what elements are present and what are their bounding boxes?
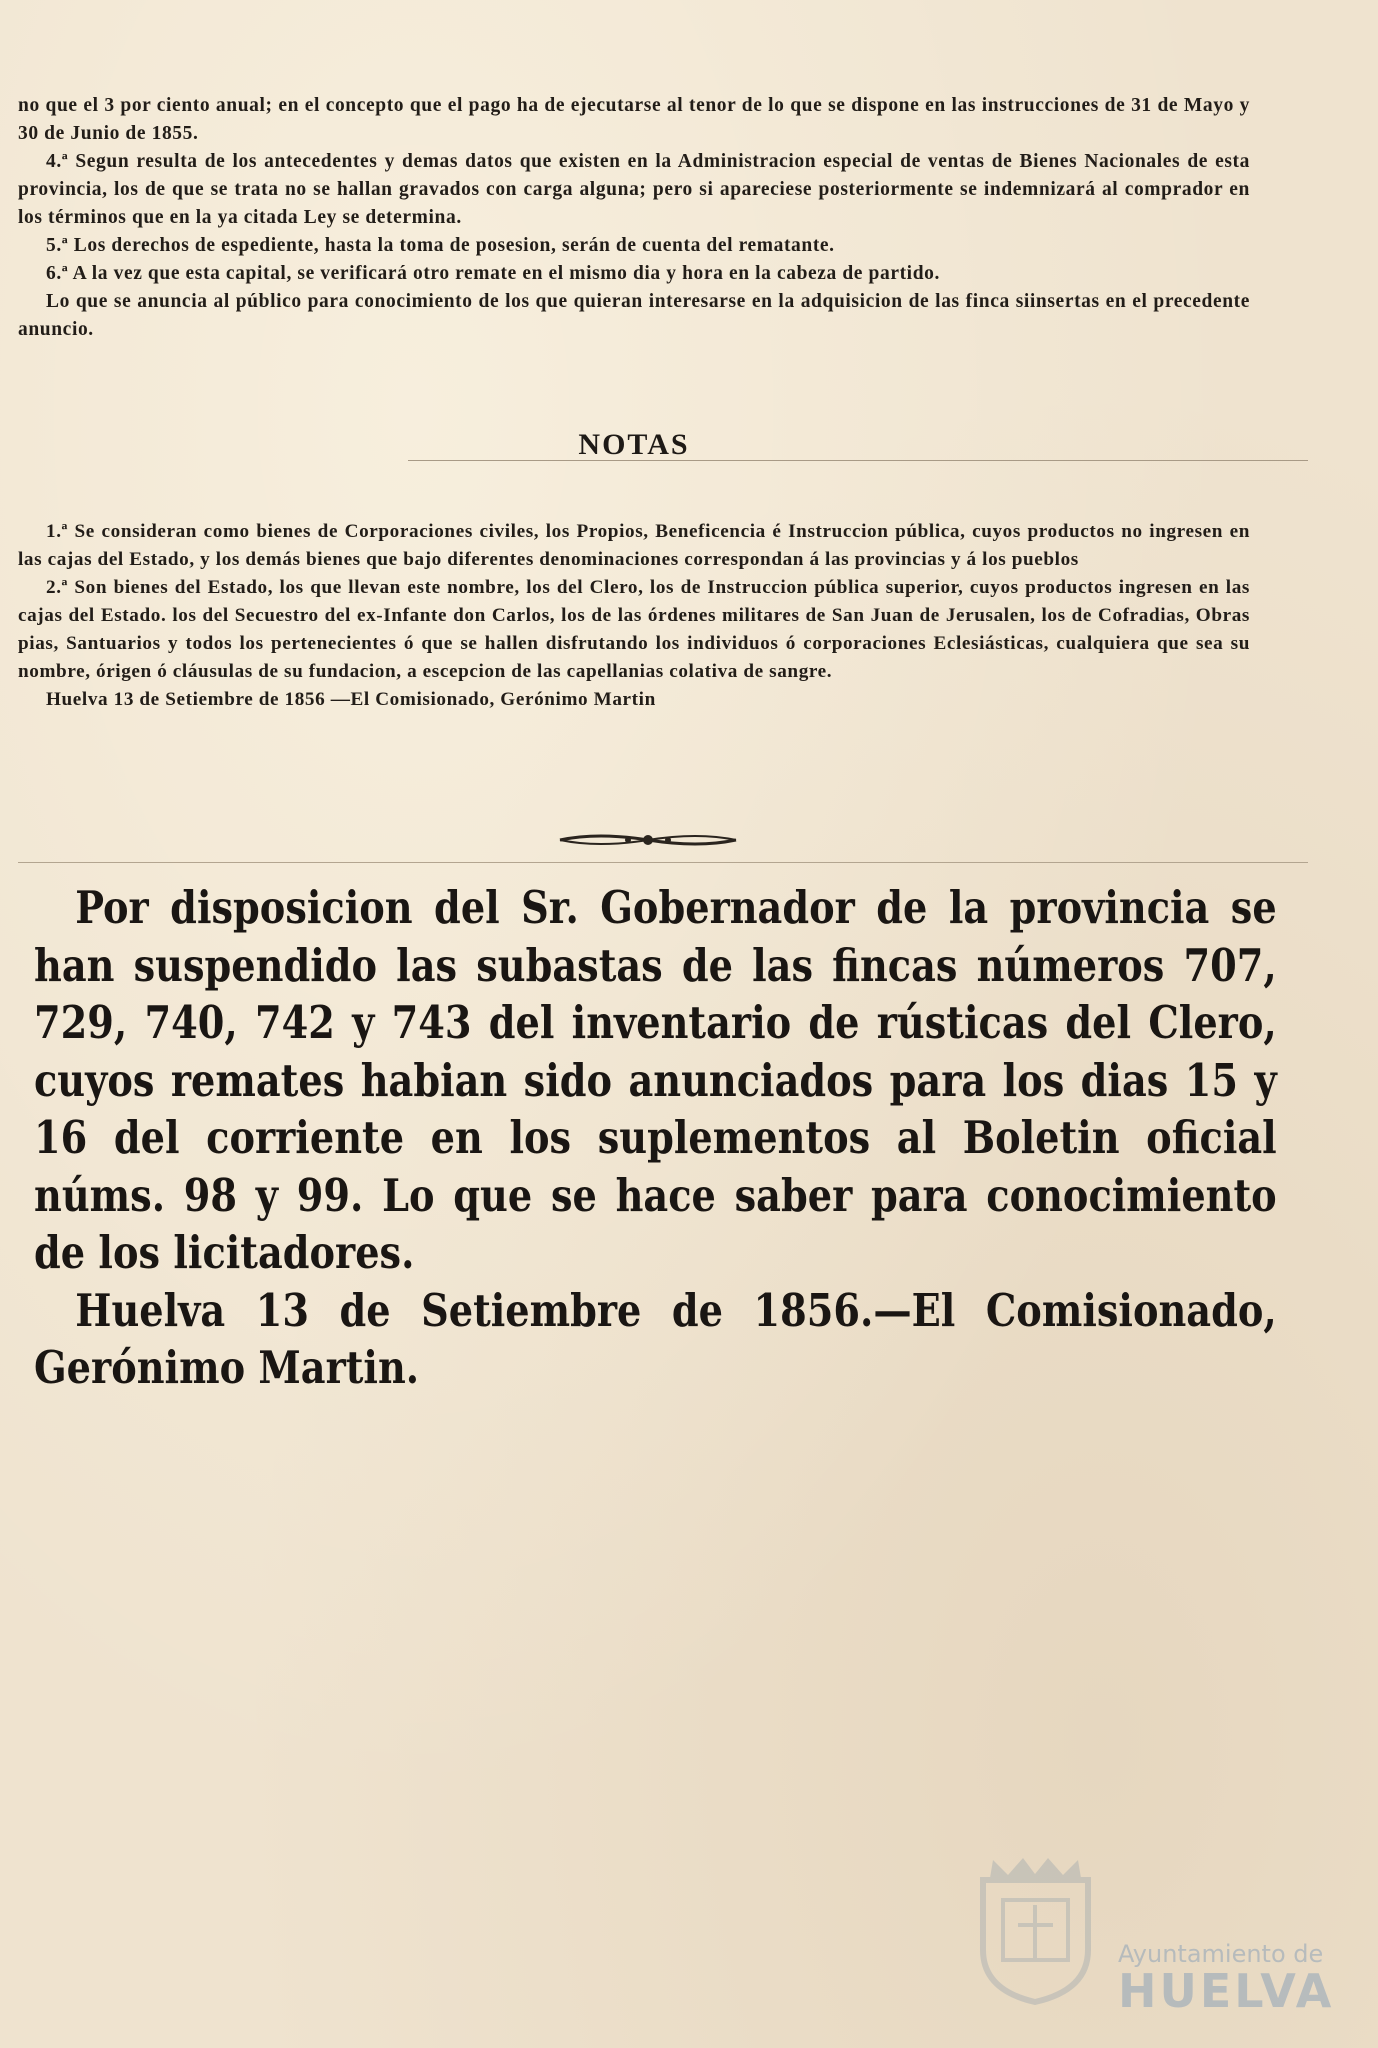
ornament-divider-icon xyxy=(558,830,738,850)
auction-conditions xyxy=(18,92,1250,344)
condition-5: 5.ª Los derechos de espediente, hasta la toma de posesion, serán de cuenta del rematante. xyxy=(46,235,835,256)
notas-section xyxy=(18,518,1250,714)
watermark-line1: Ayuntamiento de xyxy=(1118,1940,1324,1968)
divider xyxy=(408,460,1308,461)
notice-body: Por disposicion del Sr. Gobernador de la provincia se han suspendido las subastas de las fincas números 707, 729, 740, 742 y 743 del inventario de rústicas del Clero, cuyos remates habian sido anunciados para los dias 15 y 16 del corriente en los suplementos al Boletin oficial núms. 98 y 99. Lo que se hace saber para conocimiento de los licitadores. xyxy=(34,882,1277,1279)
nota-2: 2.ª Son bienes del Estado, los que llevan este nombre, los del Clero, los de Instruccion pública superior, cuyos productos ingresen en las cajas del Estado. los del Secuestro del ex-Infante don Carlos, los de las órdenes militares de San Juan de Jerusalen, los de Cofradias, Obras pias, Santuarios y todos los pertenecientes ó que se hallen disfrutando los individuos ó corporaciones Eclesiásticas, cualquiera que sea su nombre, órigen ó cláusulas de su fundacion, a escepcion de las capellanias colativa de sangre. xyxy=(18,577,1250,682)
document-page xyxy=(18,0,1335,2048)
condition-4: 4.ª Segun resulta de los antecedentes y demas datos que existen en la Administracion especial de ventas de Bienes Nacionales de esta provincia, los de que se trata no se hallan gravados con carga alguna; pero si apareciese posteriormente se indemnizará al comprador en los términos que en la ya citada Ley se determina. xyxy=(18,151,1250,228)
watermark-line2: HUELVA xyxy=(1118,1964,1335,2018)
notas-heading: NOTAS xyxy=(578,428,690,461)
announcement-paragraph: Lo que se anuncia al público para conocimiento de los que quieran interesarse en la adquisicion de las finca siinsertas en el precedente anuncio. xyxy=(18,291,1250,340)
coat-of-arms-icon xyxy=(973,1840,1098,2005)
notice-signature: Huelva 13 de Setiembre de 1856.—El Comisionado, Gerónimo Martin. xyxy=(34,1284,1277,1394)
condition-6: 6.ª A la vez que esta capital, se verificará otro remate en el mismo dia y hora en la cabeza de partido. xyxy=(46,263,940,284)
notas-signature: Huelva 13 de Setiembre de 1856 —El Comisionado, Gerónimo Martin xyxy=(46,689,656,710)
nota-1: 1.ª Se consideran como bienes de Corporaciones civiles, los Propios, Beneficencia é Instruccion pública, cuyos productos no ingresen en las cajas del Estado, y los demás bienes que bajo diferentes denominaciones correspondan á las provincias y á los pueblos xyxy=(18,521,1250,570)
watermark-text xyxy=(1118,1940,1334,2018)
condition-continuation: no que el 3 por ciento anual; en el concepto que el pago ha de ejecutarse al tenor de lo que se dispone en las instrucciones de 31 de Mayo y 30 de Junio de 1855. xyxy=(18,95,1250,144)
divider xyxy=(18,862,1308,863)
suspension-notice xyxy=(34,880,1277,1398)
